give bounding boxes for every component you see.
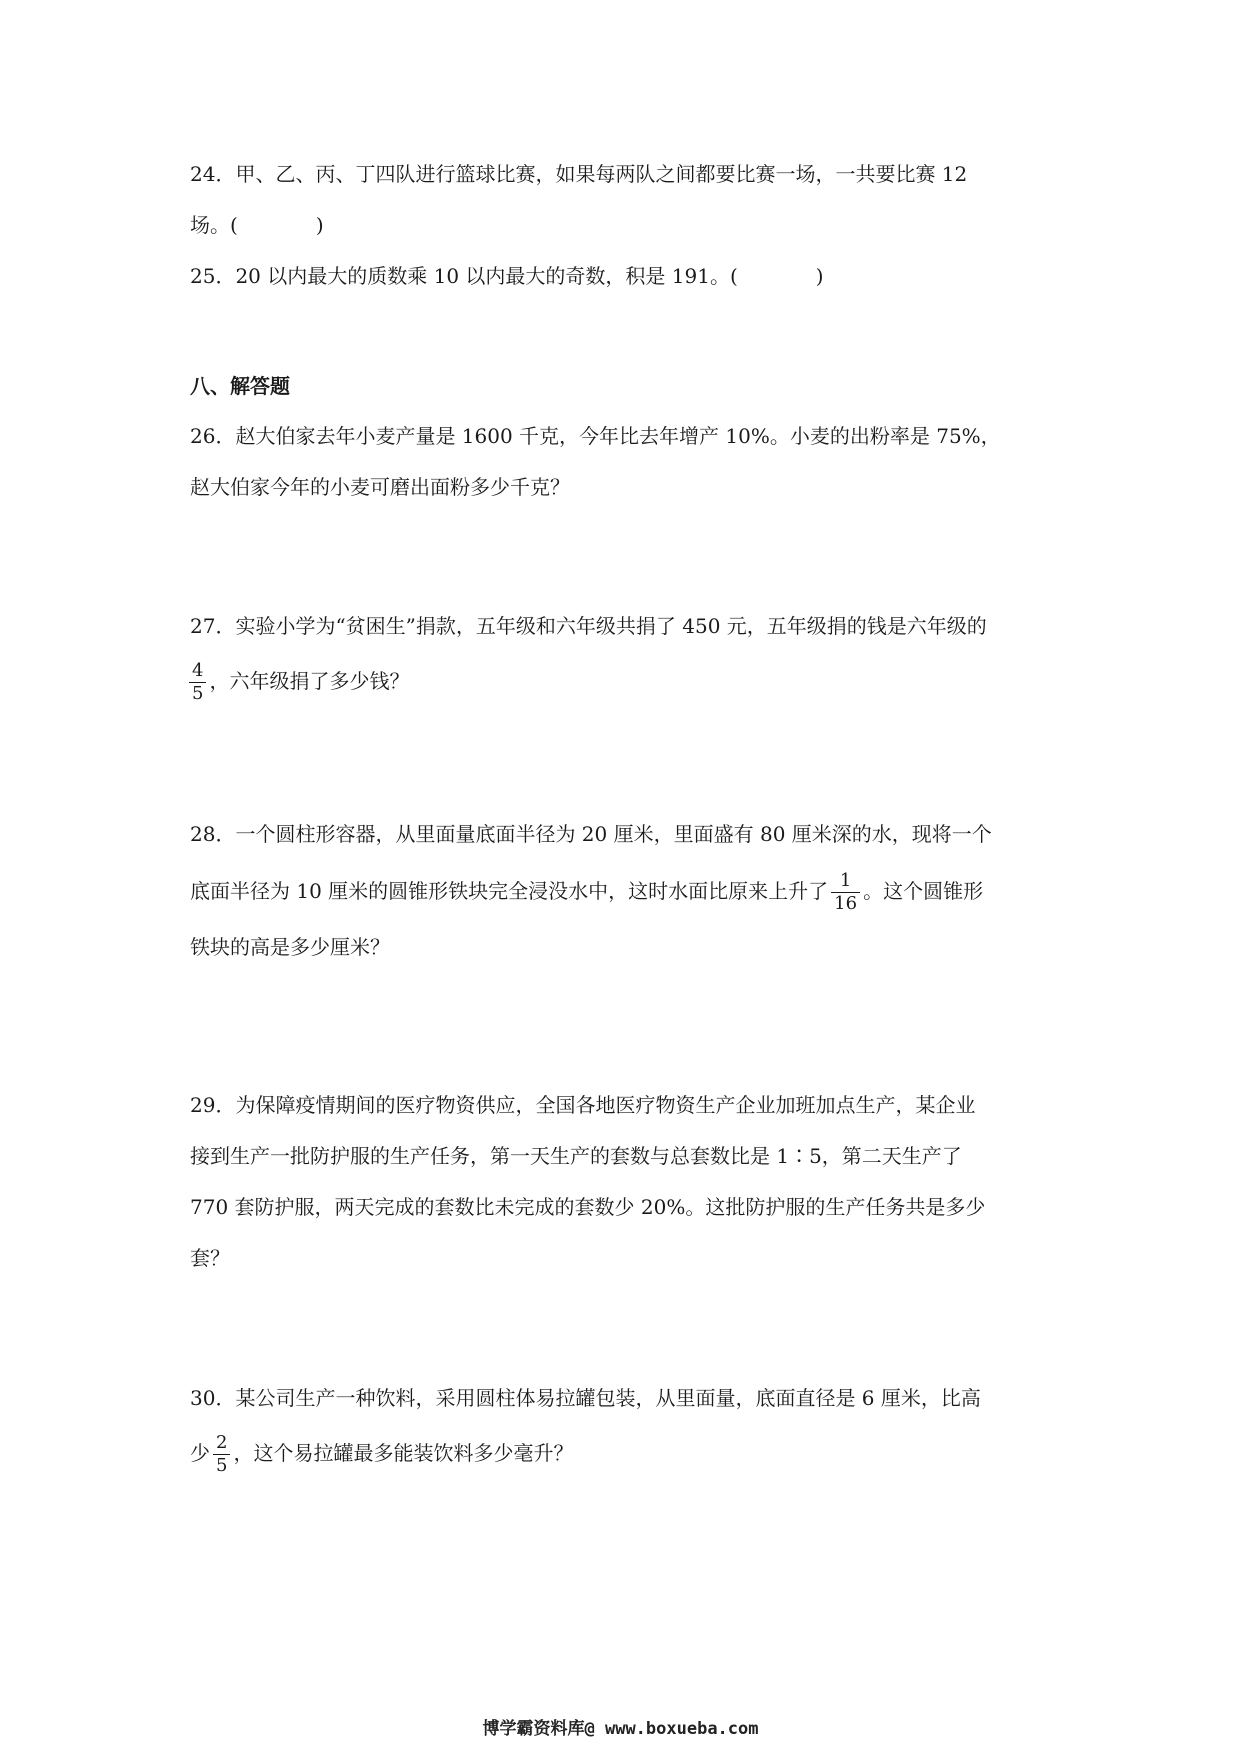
question-29-line-1: 29．为保障疫情期间的医疗物资供应，全国各地医疗物资生产企业加班加点生产，某企业 [190,1093,976,1117]
question-26-line-2: 赵大伯家今年的小麦可磨出面粉多少千克？ [190,475,570,499]
question-29-line-3: 770 套防护服，两天完成的套数比未完成的套数少 20%。这批防护服的生产任务共是多少 [190,1195,986,1219]
footer-watermark: 博学霸资料库@ www.boxueba.com [482,1719,759,1739]
fraction-numerator: 4 [189,660,206,683]
question-24-paren-open: 场。( [190,213,238,237]
question-28-line-2 [190,870,983,915]
fraction-numerator: 1 [831,870,860,893]
question-24-paren-close: ) [315,213,324,237]
question-28-text-a: 底面半径为 10 厘米的圆锥形铁块完全浸没水中，这时水面比原来上升了 [190,879,829,903]
question-27-line-2 [186,660,409,705]
question-30-text-a: 少 [190,1441,210,1465]
question-30-line-2 [190,1432,573,1477]
question-26-line-1: 26．赵大伯家去年小麦产量是 1600 千克，今年比去年增产 10%。小麦的出粉率是 75%， [190,424,1001,448]
question-27-text: ，六年级捐了多少钱？ [209,669,410,693]
question-29-line-4: 套？ [190,1246,230,1270]
fraction-2-5 [213,1432,230,1477]
question-30-line-1: 30．某公司生产一种饮料，采用圆柱体易拉罐包装，从里面量，底面直径是 6 厘米，比高 [190,1386,981,1410]
question-28-text-b: 。这个圆锥形 [863,879,984,903]
section-title: 八、解答题 [190,374,290,398]
fraction-denominator: 5 [216,1455,228,1476]
question-25-paren-close: ) [815,264,824,288]
question-30-text-b: ，这个易拉罐最多能装饮料多少毫升？ [233,1441,574,1465]
fraction-4-5 [189,660,206,705]
question-25-text: 25．20 以内最大的质数乘 10 以内最大的奇数，积是 191。( [190,264,738,288]
fraction-denominator: 5 [192,683,204,704]
fraction-numerator: 2 [213,1432,230,1455]
question-24-line-1: 24．甲、乙、丙、丁四队进行篮球比赛，如果每两队之间都要比赛一场，一共要比赛 12 [190,162,968,186]
fraction-denominator: 16 [834,893,858,914]
question-28-line-3: 铁块的高是多少厘米？ [190,935,390,959]
question-24-line-2 [190,211,324,239]
question-25 [190,262,824,290]
question-29-line-2: 接到生产一批防护服的生产任务，第一天生产的套数与总套数比是 1∶5，第二天生产了 [190,1144,962,1168]
fraction-1-16 [831,870,860,915]
question-27-line-1: 27．实验小学为“贫困生”捐款，五年级和六年级共捐了 450 元，五年级捐的钱是六年级的 [190,614,987,638]
question-28-line-1: 28．一个圆柱形容器，从里面量底面半径为 20 厘米，里面盛有 80 厘米深的水，现将一个 [190,822,992,846]
